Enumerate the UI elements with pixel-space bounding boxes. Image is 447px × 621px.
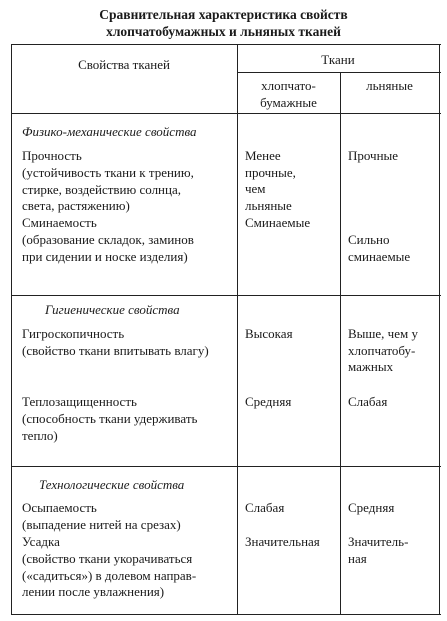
table-bottom-border — [11, 614, 441, 615]
property-name: Прочность — [22, 148, 82, 163]
cotton-value: Значительная — [245, 534, 320, 549]
property-name: Гигроскопичность — [22, 326, 125, 341]
property-description: (устойчивость ткани к трению, стирке, воздействию солнца, света, растяжению) — [22, 165, 194, 214]
section-1-bottom-border — [11, 295, 441, 296]
linen-value: Прочные — [348, 148, 399, 163]
linen-value: Выше, чем у хлопчатобу- мажных — [348, 326, 418, 375]
cotton-value: Менее прочные, чем льняные — [245, 148, 296, 213]
property-name: Теплозащищенность — [22, 394, 137, 409]
header-linen: льняные — [366, 78, 413, 93]
header-cotton: хлопчато- бумажные — [260, 78, 317, 110]
title-line-1: Сравнительная характеристика свойств — [99, 7, 348, 22]
property-name: Осыпаемость — [22, 500, 97, 515]
header-fabrics: Ткани — [321, 52, 355, 67]
table-top-border — [11, 44, 441, 45]
section-2-bottom-border — [11, 466, 441, 467]
linen-value: Значитель- ная — [348, 534, 409, 566]
linen-value: Средняя — [348, 500, 395, 515]
header-properties: Свойства тканей — [78, 57, 170, 72]
cotton-column-border — [340, 72, 341, 615]
section-title-technological: Технологические свойства — [39, 477, 185, 492]
property-description: (способность ткани удерживать тепло) — [22, 411, 198, 443]
property-description: (свойство ткани впитывать влагу) — [22, 343, 209, 358]
comparison-table — [11, 44, 441, 616]
table-right-border — [439, 44, 440, 615]
properties-column-border — [237, 44, 238, 615]
fabrics-subheader-border — [237, 72, 441, 73]
header-bottom-border — [11, 113, 441, 114]
property-description: (образование складок, заминов при сидении и носке изделия) — [22, 232, 194, 264]
section-title-hygienic: Гигиенические свойства — [45, 302, 180, 317]
document-title — [0, 6, 447, 40]
property-description: (выпадение нитей на срезах) — [22, 517, 181, 532]
table-left-border — [11, 44, 12, 615]
section-title-physical: Физико-механические свойства — [22, 124, 197, 139]
cotton-value: Слабая — [245, 500, 285, 515]
linen-value: Сильно сминаемые — [348, 232, 411, 264]
title-line-2: хлопчатобумажных и льняных тканей — [106, 24, 341, 39]
cotton-value: Средняя — [245, 394, 292, 409]
property-name: Усадка — [22, 534, 60, 549]
linen-value: Слабая — [348, 394, 388, 409]
cotton-value: Сминаемые — [245, 215, 311, 230]
property-description: (свойство ткани укорачиваться («садиться») в долевом направ- лении после увлажнения) — [22, 551, 197, 600]
property-name: Сминаемость — [22, 215, 97, 230]
cotton-value: Высокая — [245, 326, 293, 341]
